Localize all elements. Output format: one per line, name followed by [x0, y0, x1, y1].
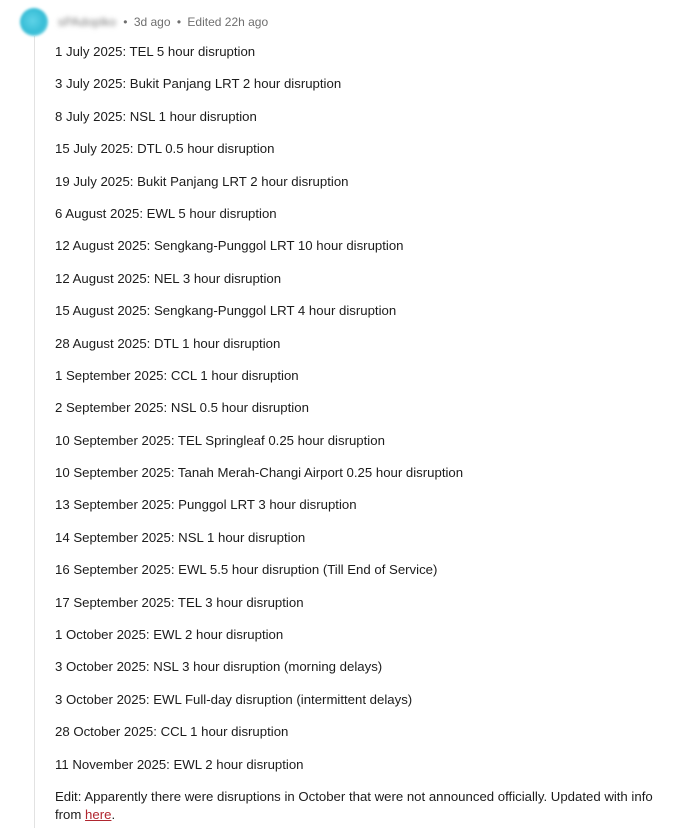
comment-age[interactable]: 3d ago	[133, 15, 171, 29]
disruption-line: 19 July 2025: Bukit Panjang LRT 2 hour disruption	[55, 173, 349, 189]
disruption-line: 3 October 2025: EWL Full-day disruption (intermittent delays)	[55, 691, 413, 707]
edit-note-end: .	[111, 806, 116, 822]
thread-line[interactable]	[34, 36, 35, 828]
disruption-line: 8 July 2025: NSL 1 hour disruption	[55, 108, 257, 124]
disruption-line: 1 September 2025: CCL 1 hour disruption	[55, 367, 299, 383]
disruption-line: 28 August 2025: DTL 1 hour disruption	[55, 335, 281, 351]
disruption-line: 2 September 2025: NSL 0.5 hour disruption	[55, 400, 309, 416]
edit-note-text: Edit: Apparently there were disruptions in October that were not announced officially. Updated with info from	[55, 788, 653, 822]
disruption-line: 13 September 2025: Punggol LRT 3 hour disruption	[55, 497, 357, 513]
disruption-line: 6 August 2025: EWL 5 hour disruption	[55, 205, 277, 221]
edited-label: Edited 22h ago	[187, 15, 269, 29]
disruption-line: 28 October 2025: CCL 1 hour disruption	[55, 724, 289, 740]
disruption-line: 12 August 2025: NEL 3 hour disruption	[55, 270, 282, 286]
disruption-line: 16 September 2025: EWL 5.5 hour disruption (Till End of Service)	[55, 562, 438, 578]
disruption-line: 1 October 2025: EWL 2 hour disruption	[55, 627, 284, 643]
comment-body	[55, 43, 675, 824]
disruption-line: 17 September 2025: TEL 3 hour disruption	[55, 594, 304, 610]
edit-source-link[interactable]: here	[85, 806, 112, 822]
meta-separator-2: •	[176, 15, 182, 29]
disruption-line: 15 August 2025: Sengkang-Punggol LRT 4 hour disruption	[55, 303, 397, 319]
disruption-line: 3 July 2025: Bukit Panjang LRT 2 hour disruption	[55, 76, 342, 92]
disruption-line: 10 September 2025: TEL Springleaf 0.25 hour disruption	[55, 432, 385, 448]
disruption-line: 3 October 2025: NSL 3 hour disruption (morning delays)	[55, 659, 383, 675]
disruption-line: 14 September 2025: NSL 1 hour disruption	[55, 529, 306, 545]
edit-note	[55, 788, 675, 824]
disruption-line: 15 July 2025: DTL 0.5 hour disruption	[55, 141, 275, 157]
disruption-line: 12 August 2025: Sengkang-Punggol LRT 10 hour disruption	[55, 238, 404, 254]
username[interactable]: sPAdoplko	[58, 15, 117, 29]
comment-meta	[120, 15, 268, 29]
disruption-line: 11 November 2025: EWL 2 hour disruption	[55, 756, 304, 772]
avatar[interactable]	[20, 8, 48, 36]
disruption-line: 1 July 2025: TEL 5 hour disruption	[55, 44, 256, 59]
meta-separator-1: •	[123, 15, 128, 29]
disruption-line: 10 September 2025: Tanah Merah-Changi Airport 0.25 hour disruption	[55, 465, 464, 481]
comment-header	[20, 8, 268, 36]
